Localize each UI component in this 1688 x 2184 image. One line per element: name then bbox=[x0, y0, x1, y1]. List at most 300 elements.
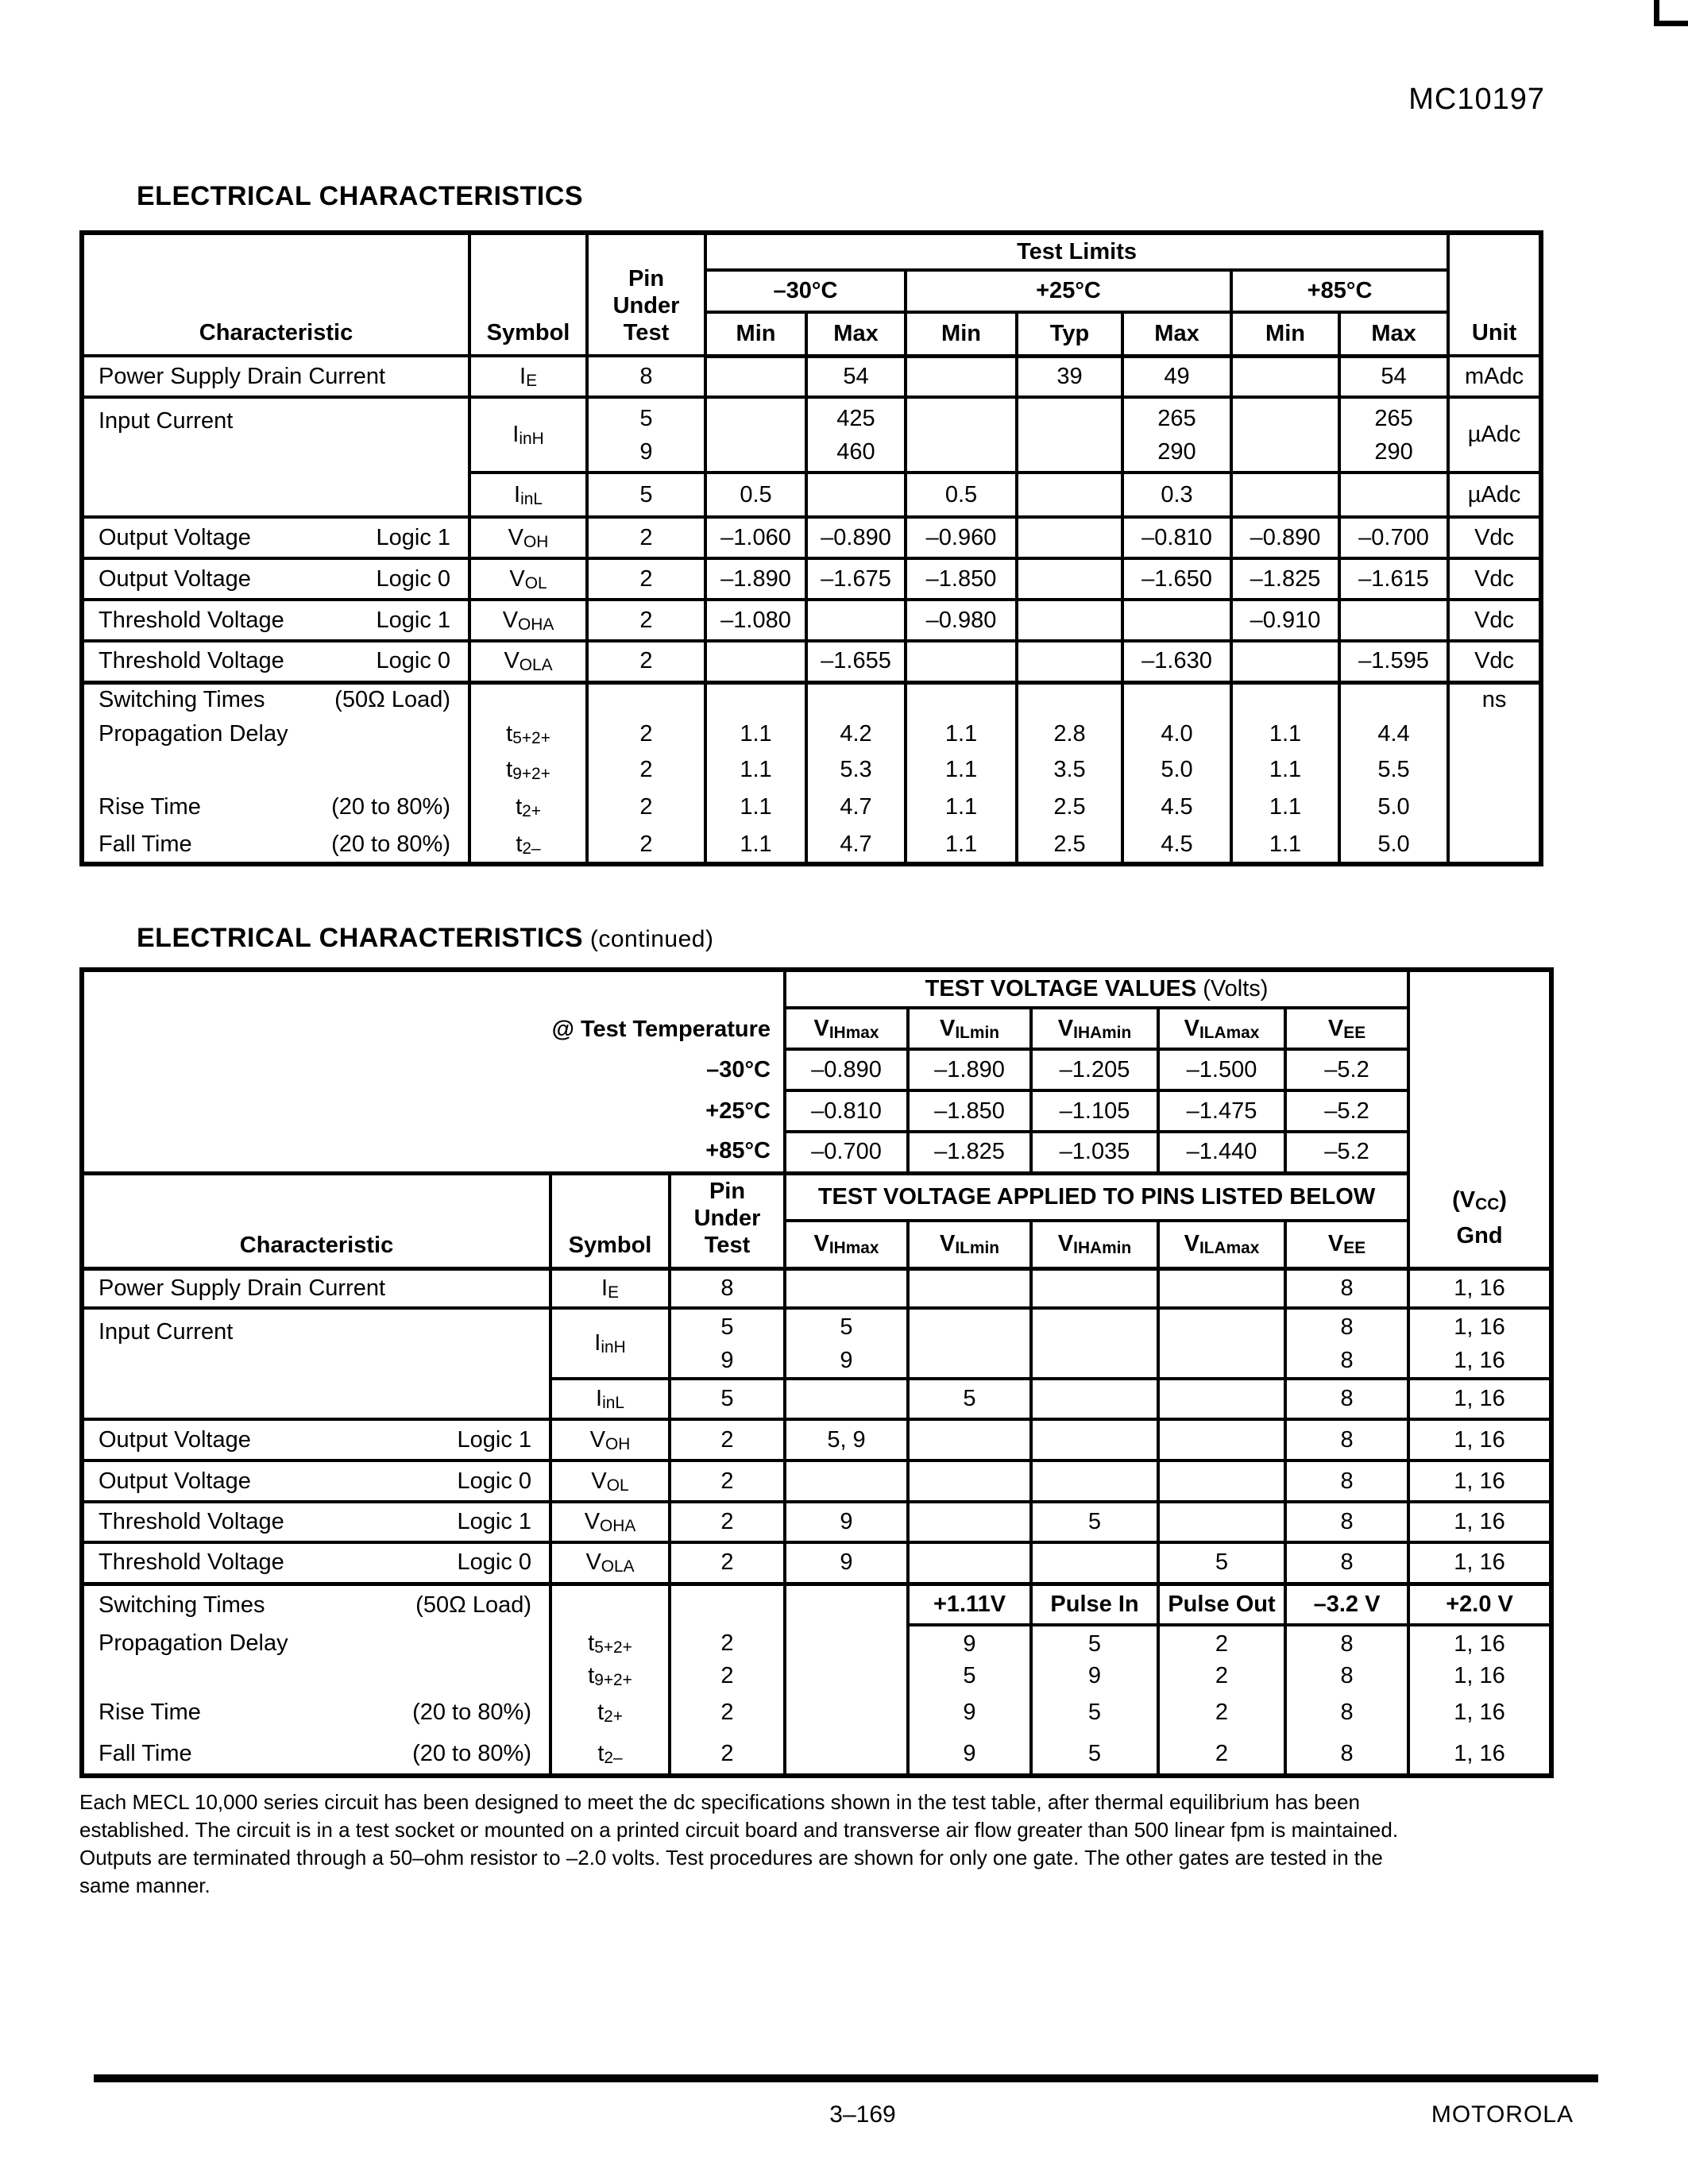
column-header-min: Min bbox=[906, 312, 1017, 356]
characteristic-qualifier: (50Ω Load) bbox=[334, 686, 450, 712]
table-row bbox=[82, 558, 1541, 600]
table-cell: 1.1 bbox=[906, 787, 1017, 827]
table-cell: 8 bbox=[1285, 1502, 1408, 1542]
symbol-cell bbox=[550, 1308, 670, 1379]
table-row bbox=[82, 641, 1541, 682]
note-line: established. The circuit is in a test socket or mounted on a printed circuit board and transverse air flow greater than 500 linear fpm is maintained. bbox=[79, 1818, 1399, 1842]
cell-line: 290 bbox=[1374, 438, 1413, 465]
v-main: V bbox=[1057, 1231, 1074, 1257]
column-header-vilmin bbox=[908, 1008, 1031, 1049]
characteristic-text: Threshold Voltage bbox=[98, 607, 284, 633]
table-cell: –5.2 bbox=[1285, 1090, 1408, 1132]
table-cell: 5 bbox=[1031, 1734, 1158, 1776]
table-cell bbox=[785, 1690, 908, 1734]
table-cell bbox=[906, 641, 1017, 682]
column-header-typ: Typ bbox=[1017, 312, 1122, 356]
v-main: V bbox=[813, 1015, 829, 1041]
characteristic-text: Output Voltage bbox=[98, 1426, 251, 1453]
table-cell: 5.0 bbox=[1122, 752, 1231, 787]
table-cell: 8 bbox=[1285, 1268, 1408, 1308]
table-row bbox=[82, 752, 1541, 787]
temp-label: –30°C bbox=[82, 1049, 785, 1090]
table-cell: Pulse In bbox=[1031, 1584, 1158, 1625]
symbol: $t_{5+2+}$ bbox=[506, 720, 550, 747]
gnd-label: Gnd bbox=[1456, 1222, 1503, 1248]
symbol-cell bbox=[550, 1542, 670, 1584]
characteristic-qualifier: Logic 1 bbox=[376, 524, 450, 550]
table-cell bbox=[1339, 600, 1448, 641]
v-main: V bbox=[939, 1231, 956, 1257]
characteristic-text: Threshold Voltage bbox=[98, 1509, 284, 1534]
symbol-cell bbox=[469, 827, 587, 864]
gnd-cell: 1, 16 bbox=[1408, 1502, 1551, 1542]
table-cell bbox=[906, 682, 1017, 716]
column-header-vilamax bbox=[1158, 1221, 1285, 1268]
column-header-vihamin bbox=[1031, 1008, 1158, 1049]
cell-line: 5 bbox=[720, 1314, 734, 1340]
characteristic-split bbox=[98, 608, 450, 634]
symbol: $V_{OL}$ bbox=[509, 565, 547, 592]
cell-line: 9 bbox=[840, 1347, 853, 1373]
characteristic-cell bbox=[82, 1584, 550, 1625]
table-cell bbox=[906, 397, 1017, 473]
characteristic-split bbox=[98, 1700, 531, 1726]
characteristic-cell bbox=[82, 1690, 550, 1734]
table-cell: 5 bbox=[908, 1379, 1031, 1419]
temp-header-plus85: +85°C bbox=[1231, 270, 1448, 312]
unit-cell: ns bbox=[1448, 682, 1541, 716]
tvv-title-suffix: (Volts) bbox=[1196, 976, 1269, 1001]
table-cell: 4.2 bbox=[806, 716, 906, 752]
pin-header-line: Pin bbox=[709, 1178, 746, 1204]
doc-id: MC10197 bbox=[1408, 83, 1545, 116]
table-cell bbox=[705, 682, 806, 716]
pin-cell bbox=[670, 1584, 785, 1625]
table-cell: 8 bbox=[1285, 1542, 1408, 1584]
table-cell bbox=[785, 1379, 908, 1419]
characteristic-qualifier: (20 to 80%) bbox=[331, 831, 450, 857]
pin-cell: 2 bbox=[587, 558, 705, 600]
gnd-cell: 1, 16 bbox=[1408, 1379, 1551, 1419]
table-cell: –0.980 bbox=[906, 600, 1017, 641]
table-cell: 5.5 bbox=[1339, 752, 1448, 787]
pin-cell: 2 bbox=[587, 641, 705, 682]
column-header-characteristic: Characteristic bbox=[82, 233, 469, 356]
characteristic-text: Switching Times bbox=[98, 686, 265, 712]
characteristic-qualifier: Logic 0 bbox=[376, 565, 450, 592]
table-cell bbox=[1158, 1502, 1285, 1542]
characteristic-cell bbox=[82, 641, 469, 682]
footer-rule bbox=[94, 2074, 1598, 2082]
table-cell: 1.1 bbox=[906, 716, 1017, 752]
table-cell: 49 bbox=[1122, 356, 1231, 397]
table-cell: 0.3 bbox=[1122, 473, 1231, 517]
characteristic-split bbox=[98, 1468, 531, 1495]
table-row bbox=[82, 1542, 1551, 1584]
characteristic-cell: Power Supply Drain Current bbox=[82, 356, 469, 397]
table-cell bbox=[1031, 1461, 1158, 1502]
symbol: $t_{2-}$ bbox=[516, 831, 541, 858]
v-main: V bbox=[1057, 1015, 1074, 1041]
column-header-vee bbox=[1285, 1008, 1408, 1049]
characteristic-split bbox=[98, 832, 450, 858]
characteristic-cell: Power Supply Drain Current bbox=[82, 1268, 550, 1308]
tvv-title-text: TEST VOLTAGE VALUES bbox=[925, 976, 1197, 1001]
table-row bbox=[82, 970, 1551, 1008]
table-row bbox=[82, 787, 1541, 827]
temp-label: +85°C bbox=[82, 1132, 785, 1173]
table-cell bbox=[908, 1308, 1031, 1379]
pin-cell bbox=[670, 1308, 785, 1379]
column-header-symbol: Symbol bbox=[469, 233, 587, 356]
table-row bbox=[82, 1502, 1551, 1542]
table-cell: 3.5 bbox=[1017, 752, 1122, 787]
table-cell bbox=[1031, 1379, 1158, 1419]
header-row bbox=[82, 233, 1541, 270]
characteristic-qualifier: Logic 0 bbox=[457, 1549, 531, 1576]
table-cell: –0.700 bbox=[1339, 517, 1448, 558]
table-cell: –1.890 bbox=[908, 1049, 1031, 1090]
test-voltage-values-title bbox=[785, 970, 1408, 1008]
table-cell bbox=[806, 473, 906, 517]
table-cell: 5.3 bbox=[806, 752, 906, 787]
table-cell: 9 bbox=[908, 1690, 1031, 1734]
test-conditions-note bbox=[79, 1788, 1636, 1900]
table-cell: 2 bbox=[1158, 1661, 1285, 1690]
table-row bbox=[82, 1584, 1551, 1625]
table-cell: 4.4 bbox=[1339, 716, 1448, 752]
symbol-cell bbox=[469, 787, 587, 827]
table-cell: –1.595 bbox=[1339, 641, 1448, 682]
characteristic-split bbox=[98, 648, 450, 674]
table-cell: 5 bbox=[1031, 1625, 1158, 1661]
characteristic-split bbox=[98, 1741, 531, 1767]
characteristic-cell: Propagation Delay bbox=[82, 716, 469, 752]
column-header-vilmin bbox=[908, 1221, 1031, 1268]
symbol-cell bbox=[469, 517, 587, 558]
unit-cell bbox=[1448, 787, 1541, 827]
symbol: $I_{inL}$ bbox=[596, 1386, 624, 1413]
symbol-cell bbox=[469, 641, 587, 682]
table-cell bbox=[1122, 600, 1231, 641]
column-header-max: Max bbox=[1339, 312, 1448, 356]
table-cell: 39 bbox=[1017, 356, 1122, 397]
blank-cell bbox=[82, 970, 785, 1008]
characteristic-qualifier: Logic 1 bbox=[376, 607, 450, 633]
unit-cell: Vdc bbox=[1448, 641, 1541, 682]
column-header-unit: Unit bbox=[1448, 233, 1541, 356]
characteristic-text: Output Voltage bbox=[98, 1468, 251, 1494]
table-cell: 4.7 bbox=[806, 827, 906, 864]
table-cell: –1.675 bbox=[806, 558, 906, 600]
characteristic-cell bbox=[82, 1502, 550, 1542]
table-cell bbox=[1231, 641, 1339, 682]
table-cell: 9 bbox=[785, 1542, 908, 1584]
symbol-cell bbox=[550, 1690, 670, 1734]
pin-cell bbox=[587, 397, 705, 473]
v-sub: ILAmax bbox=[1199, 1023, 1260, 1042]
electrical-characteristics-table bbox=[79, 230, 1543, 866]
v-sub: ILmin bbox=[955, 1239, 999, 1258]
table-cell: 8 bbox=[1285, 1419, 1408, 1461]
pin-cell: 2 bbox=[587, 752, 705, 787]
symbol: $V_{OHA}$ bbox=[584, 1509, 636, 1536]
table-cell bbox=[1158, 1308, 1285, 1379]
table-cell: +1.11V bbox=[908, 1584, 1031, 1625]
table-cell: –1.500 bbox=[1158, 1049, 1285, 1090]
pin-cell: 5 bbox=[587, 473, 705, 517]
table-cell bbox=[1339, 682, 1448, 716]
table-cell bbox=[1158, 1461, 1285, 1502]
table-cell: 1.1 bbox=[1231, 827, 1339, 864]
table-cell bbox=[1017, 397, 1122, 473]
symbol-cell bbox=[469, 600, 587, 641]
table-cell bbox=[908, 1542, 1031, 1584]
characteristic-text: Rise Time bbox=[98, 793, 201, 820]
characteristic-text: Fall Time bbox=[98, 1741, 192, 1766]
table-row bbox=[82, 600, 1541, 641]
table-cell bbox=[1158, 1379, 1285, 1419]
table-cell: 1.1 bbox=[1231, 787, 1339, 827]
v-main: V bbox=[1327, 1231, 1344, 1257]
v-sub: IHmax bbox=[829, 1023, 879, 1042]
table-cell: 5.0 bbox=[1339, 827, 1448, 864]
table-cell: –1.655 bbox=[806, 641, 906, 682]
note-line: same manner. bbox=[79, 1873, 211, 1897]
pin-cell: 2 bbox=[587, 517, 705, 558]
table-cell bbox=[1231, 473, 1339, 517]
characteristic-cell bbox=[82, 517, 469, 558]
table-row-temp-minus30 bbox=[82, 1049, 1551, 1090]
cell-line: 1, 16 bbox=[1454, 1314, 1505, 1340]
pin-header-line: Test bbox=[623, 320, 670, 345]
column-header-vihmax bbox=[785, 1008, 908, 1049]
table-cell bbox=[1231, 397, 1339, 473]
table-cell: 5 bbox=[1031, 1690, 1158, 1734]
table-cell: 54 bbox=[806, 356, 906, 397]
cell-line: 1, 16 bbox=[1454, 1347, 1505, 1373]
characteristic-text: Threshold Voltage bbox=[98, 1549, 284, 1576]
table-cell: 2.5 bbox=[1017, 787, 1122, 827]
gnd-cell: 1, 16 bbox=[1408, 1542, 1551, 1584]
table-cell: 4.5 bbox=[1122, 787, 1231, 827]
characteristic-cell bbox=[82, 752, 469, 787]
table-row bbox=[82, 716, 1541, 752]
corner-crop-mark-icon bbox=[1654, 0, 1688, 26]
pin-cell: 8 bbox=[587, 356, 705, 397]
table-cell: –5.2 bbox=[1285, 1049, 1408, 1090]
characteristic-text: Rise Time bbox=[98, 1699, 201, 1725]
table-cell: 1.1 bbox=[1231, 752, 1339, 787]
symbol: $I_E$ bbox=[520, 363, 537, 390]
symbol: $t_{9+2+}$ bbox=[506, 756, 550, 783]
table-cell bbox=[1231, 682, 1339, 716]
symbol-cell bbox=[469, 682, 587, 716]
column-header-test-limits: Test Limits bbox=[705, 233, 1448, 270]
table-cell bbox=[785, 1734, 908, 1776]
table-cell: –1.475 bbox=[1158, 1090, 1285, 1132]
table-row bbox=[82, 827, 1541, 864]
characteristic-cell bbox=[82, 558, 469, 600]
characteristic-qualifier: (20 to 80%) bbox=[331, 793, 450, 820]
table-cell bbox=[1339, 473, 1448, 517]
pin-cell bbox=[587, 682, 705, 716]
cell-line: 9 bbox=[720, 1347, 734, 1373]
column-header-min: Min bbox=[705, 312, 806, 356]
symbol-cell bbox=[550, 1379, 670, 1419]
table-cell: –1.890 bbox=[705, 558, 806, 600]
symbol-cell bbox=[550, 1584, 670, 1625]
table-cell: 1.1 bbox=[906, 827, 1017, 864]
characteristic-split bbox=[98, 566, 450, 592]
table-row bbox=[82, 1419, 1551, 1461]
table-cell: 0.5 bbox=[705, 473, 806, 517]
symbol-cell bbox=[469, 473, 587, 517]
table-cell: 2.5 bbox=[1017, 827, 1122, 864]
symbol: $I_{inL}$ bbox=[514, 481, 543, 508]
symbol: $V_{OLA}$ bbox=[504, 648, 553, 675]
note-line: Outputs are terminated through a 50–ohm resistor to –2.0 volts. Test procedures are shown for only one gate. The other gates are tested in the bbox=[79, 1846, 1383, 1870]
table-cell: 2 bbox=[1158, 1625, 1285, 1661]
symbol-cell bbox=[469, 752, 587, 787]
symbol-cell bbox=[550, 1268, 670, 1308]
cell-line: 425 bbox=[836, 405, 875, 431]
header-row bbox=[82, 1173, 1551, 1221]
v-sub: ILAmax bbox=[1199, 1239, 1260, 1258]
table-cell: 9 bbox=[908, 1734, 1031, 1776]
table-cell: 9 bbox=[785, 1502, 908, 1542]
gnd-cell: 1, 16 bbox=[1408, 1661, 1551, 1690]
characteristic-qualifier: Logic 1 bbox=[457, 1426, 531, 1453]
v-sub: IHmax bbox=[829, 1239, 879, 1258]
symbol-cell bbox=[550, 1461, 670, 1502]
characteristic-text: Fall Time bbox=[98, 831, 192, 857]
pin-cell: 2 bbox=[587, 787, 705, 827]
pin-header-line: Test bbox=[704, 1232, 751, 1258]
cell-line: 290 bbox=[1157, 438, 1196, 465]
table-row bbox=[82, 356, 1541, 397]
characteristic-cell bbox=[82, 1661, 550, 1690]
table-cell: –1.105 bbox=[1031, 1090, 1158, 1132]
table-cell bbox=[785, 1268, 908, 1308]
table-cell: 4.7 bbox=[806, 787, 906, 827]
gnd-cell: 1, 16 bbox=[1408, 1734, 1551, 1776]
table-cell: 4.0 bbox=[1122, 716, 1231, 752]
temp-header-minus30: –30°C bbox=[705, 270, 906, 312]
table-row bbox=[82, 1308, 1551, 1379]
table-cell bbox=[908, 1268, 1031, 1308]
column-header-symbol: Symbol bbox=[550, 1173, 670, 1268]
symbol: $V_{OH}$ bbox=[589, 1426, 631, 1453]
symbol: $t_{2-}$ bbox=[597, 1741, 623, 1768]
table-cell: 2 bbox=[1158, 1734, 1285, 1776]
table-cell bbox=[1122, 682, 1231, 716]
gnd-cell: 1, 16 bbox=[1408, 1690, 1551, 1734]
symbol-cell bbox=[550, 1502, 670, 1542]
v-sub: EE bbox=[1343, 1023, 1366, 1042]
at-test-temperature-label: @ Test Temperature bbox=[82, 1008, 785, 1049]
table-cell bbox=[785, 1584, 908, 1625]
table-cell bbox=[1017, 682, 1122, 716]
pin-cell: 2 bbox=[670, 1690, 785, 1734]
table-row-temp-plus85 bbox=[82, 1132, 1551, 1173]
characteristic-cell bbox=[82, 1734, 550, 1776]
characteristic-qualifier: Logic 1 bbox=[457, 1509, 531, 1534]
table-cell: 9 bbox=[1031, 1661, 1158, 1690]
table-cell: 1.1 bbox=[705, 716, 806, 752]
gnd-cell: +2.0 V bbox=[1408, 1584, 1551, 1625]
pin-header-line: Under bbox=[612, 293, 680, 318]
table-cell bbox=[1158, 1419, 1285, 1461]
brand-motorola: MOTOROLA bbox=[1431, 2101, 1574, 2128]
table-cell: 5.0 bbox=[1339, 787, 1448, 827]
table-cell bbox=[1158, 1268, 1285, 1308]
symbol: $V_{OH}$ bbox=[508, 524, 549, 551]
characteristic-cell: Propagation Delay bbox=[82, 1625, 550, 1661]
table-row bbox=[82, 1625, 1551, 1661]
table-cell bbox=[1122, 397, 1231, 473]
table-cell: 8 bbox=[1285, 1661, 1408, 1690]
unit-cell: µAdc bbox=[1448, 473, 1541, 517]
symbol: $V_{OHA}$ bbox=[502, 607, 554, 634]
characteristic-cell bbox=[82, 1419, 550, 1461]
table-cell: –1.825 bbox=[908, 1132, 1031, 1173]
unit-cell: Vdc bbox=[1448, 558, 1541, 600]
table-cell: 8 bbox=[1285, 1379, 1408, 1419]
table-row bbox=[82, 517, 1541, 558]
symbol: $I_{inH}$ bbox=[594, 1330, 626, 1357]
column-header-pin-under-test bbox=[670, 1173, 785, 1268]
table-cell bbox=[806, 397, 906, 473]
cell-line: 5 bbox=[840, 1314, 853, 1340]
symbol-cell bbox=[469, 397, 587, 473]
table-row-temp-plus25 bbox=[82, 1090, 1551, 1132]
characteristic-text: Output Voltage bbox=[98, 524, 251, 550]
unit-cell bbox=[1448, 827, 1541, 864]
pin-cell: 2 bbox=[670, 1419, 785, 1461]
column-header-vihmax bbox=[785, 1221, 908, 1268]
pin-cell: 2 bbox=[587, 827, 705, 864]
note-line: Each MECL 10,000 series circuit has been designed to meet the dc specifications shown in the test table, after thermal equilibrium has been bbox=[79, 1790, 1360, 1814]
pin-cell: 2 bbox=[670, 1461, 785, 1502]
table-cell: 5, 9 bbox=[785, 1419, 908, 1461]
unit-cell bbox=[1448, 752, 1541, 787]
pin-cell: 5 bbox=[670, 1379, 785, 1419]
pin-cell: 2 bbox=[670, 1661, 785, 1690]
table-cell: 1.1 bbox=[705, 787, 806, 827]
characteristic-text: Threshold Voltage bbox=[98, 648, 284, 674]
symbol: $t_{2+}$ bbox=[597, 1699, 623, 1726]
pin-cell: 2 bbox=[670, 1734, 785, 1776]
symbol-cell bbox=[469, 558, 587, 600]
unit-cell: Vdc bbox=[1448, 600, 1541, 641]
pin-cell: 2 bbox=[587, 716, 705, 752]
table-cell bbox=[908, 1502, 1031, 1542]
v-main: V bbox=[939, 1015, 956, 1041]
pin-header-line: Under bbox=[693, 1205, 761, 1231]
v-main: V bbox=[1184, 1015, 1199, 1041]
vcc-gnd-header bbox=[1408, 970, 1551, 1268]
unit-cell: µAdc bbox=[1448, 397, 1541, 473]
table-cell bbox=[785, 1661, 908, 1690]
table-cell: –0.910 bbox=[1231, 600, 1339, 641]
symbol: $I_E$ bbox=[601, 1275, 619, 1302]
table-cell bbox=[785, 1625, 908, 1661]
table-row bbox=[82, 682, 1541, 716]
characteristic-cell bbox=[82, 682, 469, 716]
table-cell: –0.890 bbox=[806, 517, 906, 558]
table-cell bbox=[1017, 641, 1122, 682]
